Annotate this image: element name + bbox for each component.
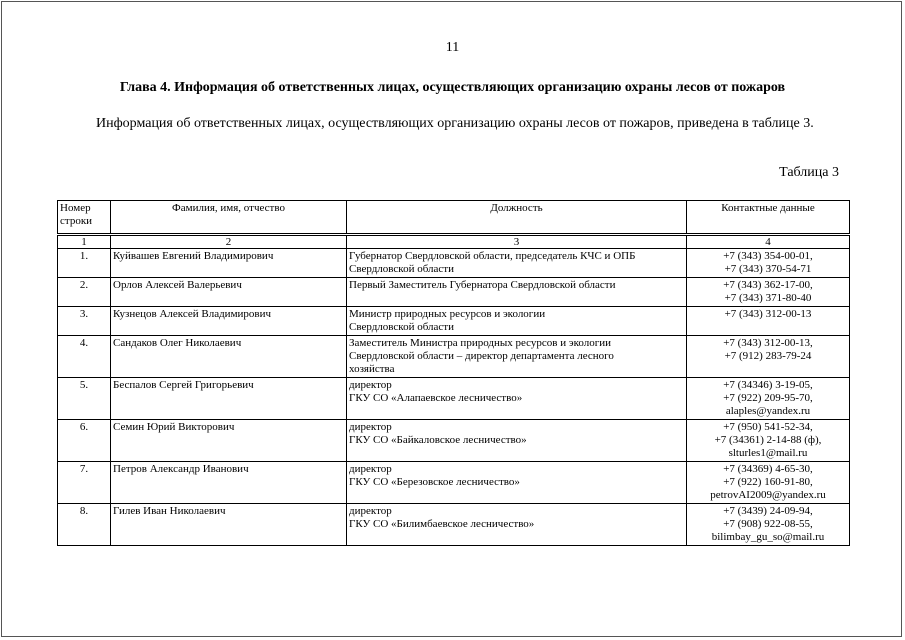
position-line: хозяйства	[349, 363, 395, 375]
row-number: 8.	[58, 504, 111, 546]
header-position: Должность	[347, 201, 687, 235]
contact-line: +7 (343) 354-00-01,	[723, 250, 813, 262]
column-number: 1	[58, 235, 111, 249]
column-number: 2	[111, 235, 347, 249]
row-number: 5.	[58, 378, 111, 420]
person-position	[347, 278, 687, 307]
row-number: 4.	[58, 336, 111, 378]
table-row	[58, 249, 850, 278]
contact-line: +7 (343) 370-54-71	[724, 263, 812, 275]
position-line: ГКУ СО «Билимбаевское лесничество»	[349, 518, 535, 530]
contact-line: +7 (34346) 3-19-05,	[723, 379, 813, 391]
table-row	[58, 420, 850, 462]
person-contacts	[687, 278, 850, 307]
position-line: директор	[349, 379, 392, 391]
header-name: Фамилия, имя, отчество	[111, 201, 347, 235]
table-row	[58, 504, 850, 546]
row-number: 6.	[58, 420, 111, 462]
contact-line: +7 (3439) 24-09-94,	[723, 505, 813, 517]
header-contacts: Контактные данные	[687, 201, 850, 235]
person-name: Орлов Алексей Валерьевич	[111, 278, 347, 307]
contact-line: petrovAI2009@yandex.ru	[710, 489, 826, 501]
person-contacts	[687, 462, 850, 504]
position-line: директор	[349, 463, 392, 475]
person-position	[347, 378, 687, 420]
position-line: ГКУ СО «Березовское лесничество»	[349, 476, 520, 488]
table-header-row	[58, 201, 850, 235]
person-name: Куйвашев Евгений Владимирович	[111, 249, 347, 278]
contact-line: +7 (343) 362-17-00,	[723, 279, 813, 291]
position-line: ГКУ СО «Алапаевское лесничество»	[349, 392, 523, 404]
position-line: Первый Заместитель Губернатора Свердловской области	[349, 279, 616, 291]
person-name: Петров Александр Иванович	[111, 462, 347, 504]
contact-line: bilimbay_gu_so@mail.ru	[711, 531, 825, 543]
contact-line: +7 (343) 371-80-40	[724, 292, 812, 304]
page-number: 11	[445, 40, 460, 55]
row-number: 1.	[58, 249, 111, 278]
person-name: Гилев Иван Николаевич	[111, 504, 347, 546]
table-row	[58, 278, 850, 307]
row-number: 2.	[58, 278, 111, 307]
contact-line: +7 (912) 283-79-24	[724, 350, 812, 362]
position-line: Заместитель Министра природных ресурсов и экологии	[349, 337, 612, 349]
person-position	[347, 420, 687, 462]
contact-line: slturles1@mail.ru	[728, 447, 808, 459]
person-name: Кузнецов Алексей Владимирович	[111, 307, 347, 336]
contact-line: +7 (34369) 4-65-30,	[723, 463, 813, 475]
position-line: Свердловской области	[349, 321, 454, 333]
contact-line: +7 (922) 209-95-70,	[723, 392, 813, 404]
contact-line: alaples@yandex.ru	[725, 405, 811, 417]
person-position	[347, 249, 687, 278]
person-contacts	[687, 307, 850, 336]
person-name: Беспалов Сергей Григорьевич	[111, 378, 347, 420]
table-row	[58, 336, 850, 378]
responsible-persons-table	[57, 200, 850, 546]
row-number: 3.	[58, 307, 111, 336]
contact-line: +7 (34361) 2-14-88 (ф),	[714, 434, 822, 446]
header-number: Номер строки	[58, 201, 111, 235]
person-contacts	[687, 336, 850, 378]
chapter-title: Глава 4. Информация об ответственных лицах, осуществляющих организацию охраны лесов от пожаров	[119, 80, 786, 95]
person-contacts	[687, 504, 850, 546]
column-number-row	[58, 235, 850, 249]
position-line: ГКУ СО «Байкаловское лесничество»	[349, 434, 527, 446]
contact-line: +7 (922) 160-91-80,	[723, 476, 813, 488]
contact-line: +7 (908) 922-08-55,	[723, 518, 813, 530]
position-line: Свердловской области – директор департамента лесного	[349, 350, 614, 362]
table-caption: Таблица 3	[779, 165, 839, 180]
person-position	[347, 307, 687, 336]
person-name: Сандаков Олег Николаевич	[111, 336, 347, 378]
contact-line: +7 (343) 312-00-13	[724, 308, 812, 320]
row-number: 7.	[58, 462, 111, 504]
table-row	[58, 378, 850, 420]
person-contacts	[687, 249, 850, 278]
table-row	[58, 307, 850, 336]
table-row	[58, 462, 850, 504]
column-number: 4	[687, 235, 850, 249]
person-contacts	[687, 420, 850, 462]
contact-line: +7 (343) 312-00-13,	[723, 337, 813, 349]
intro-paragraph: Информация об ответственных лицах, осуществляющих организацию охраны лесов от пожаров, приведена в таблице 3.	[96, 116, 814, 131]
person-position	[347, 462, 687, 504]
contact-line: +7 (950) 541-52-34,	[723, 421, 813, 433]
person-name: Семин Юрий Викторович	[111, 420, 347, 462]
position-line: директор	[349, 505, 392, 517]
column-number: 3	[347, 235, 687, 249]
position-line: директор	[349, 421, 392, 433]
position-line: Свердловской области	[349, 263, 454, 275]
position-line: Министр природных ресурсов и экологии	[349, 308, 546, 320]
person-position	[347, 504, 687, 546]
position-line: Губернатор Свердловской области, председатель КЧС и ОПБ	[349, 250, 636, 262]
person-contacts	[687, 378, 850, 420]
person-position	[347, 336, 687, 378]
